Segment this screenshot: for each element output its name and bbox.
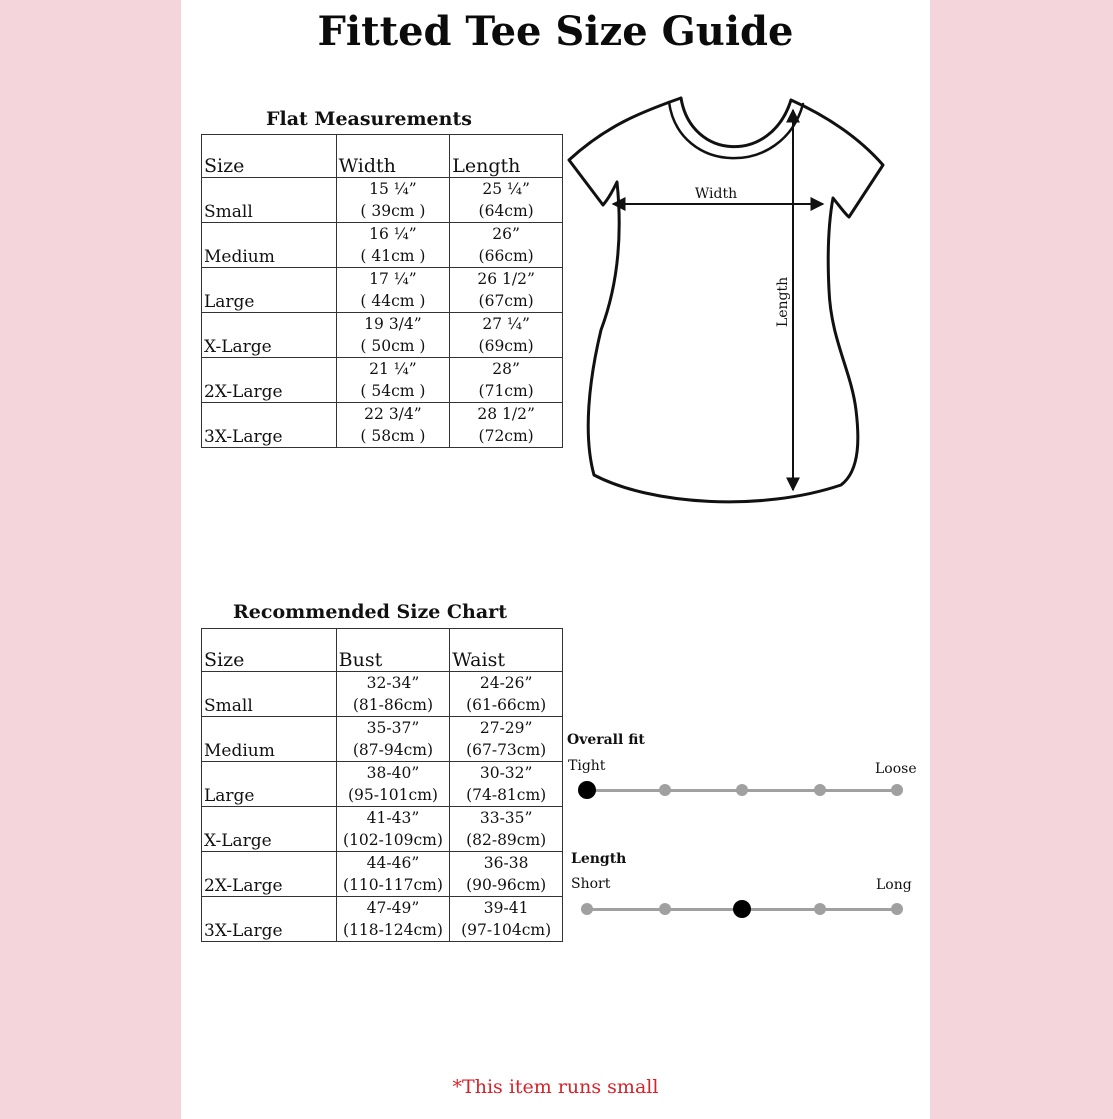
length-cell — [450, 358, 563, 403]
bust-cm: (81-86cm) — [352, 696, 434, 714]
length-cm: (69cm) — [478, 337, 534, 355]
runs-small-note: *This item runs small — [452, 1076, 659, 1098]
length-inches: 28” — [492, 360, 520, 378]
scale-dot — [581, 903, 593, 915]
table-row — [202, 403, 563, 448]
scale-dot — [891, 903, 903, 915]
scale-dot — [814, 784, 826, 796]
column-header: Waist — [450, 629, 563, 672]
waist-cm: (82-89cm) — [466, 831, 547, 849]
overall-fit-label: Overall fit — [567, 732, 645, 748]
size-cell: 3X-Large — [202, 897, 337, 942]
table-row — [202, 268, 563, 313]
length-cell — [450, 178, 563, 223]
table-header-row — [202, 629, 563, 672]
width-inches: 22 3/4” — [364, 405, 422, 423]
length-inches: 26” — [492, 225, 520, 243]
table-header-row — [202, 135, 563, 178]
length-label: Length — [775, 276, 791, 328]
fit-min-label: Tight — [568, 758, 606, 774]
scale-dot — [814, 903, 826, 915]
width-cell — [336, 313, 450, 358]
length-cm: (72cm) — [478, 427, 534, 445]
waist-cell — [450, 897, 563, 942]
size-cell: 2X-Large — [202, 358, 337, 403]
size-cell: X-Large — [202, 313, 337, 358]
waist-cell — [450, 717, 563, 762]
width-cell — [336, 178, 450, 223]
bust-inches: 35-37” — [366, 719, 420, 737]
waist-cm: (67-73cm) — [466, 741, 547, 759]
column-header: Width — [336, 135, 450, 178]
width-inches: 16 ¼” — [369, 225, 417, 243]
length-cell — [450, 313, 563, 358]
length-cell — [450, 223, 563, 268]
length-cm: (66cm) — [478, 247, 534, 265]
width-inches: 21 ¼” — [369, 360, 417, 378]
column-header: Size — [202, 135, 337, 178]
column-header: Bust — [336, 629, 450, 672]
table-row — [202, 717, 563, 762]
length-scale — [587, 909, 897, 910]
length-cm: (67cm) — [478, 292, 534, 310]
waist-cell — [450, 852, 563, 897]
bust-inches: 38-40” — [366, 764, 420, 782]
length-cm: (71cm) — [478, 382, 534, 400]
fit-max-label: Loose — [875, 761, 917, 777]
width-cm: ( 44cm ) — [360, 292, 426, 310]
scale-dot-selected — [733, 900, 751, 918]
page-title: Fitted Tee Size Guide — [317, 8, 794, 55]
bust-inches: 32-34” — [366, 674, 420, 692]
size-cell: X-Large — [202, 807, 337, 852]
waist-cm: (90-96cm) — [466, 876, 547, 894]
table-row — [202, 807, 563, 852]
table-row — [202, 672, 563, 717]
table-row — [202, 178, 563, 223]
length-max-label: Long — [876, 877, 912, 893]
width-cell — [336, 358, 450, 403]
waist-inches: 27-29” — [479, 719, 533, 737]
recommended-size-table — [201, 628, 563, 942]
bust-cell — [336, 762, 450, 807]
length-inches: 25 ¼” — [482, 180, 530, 198]
scale-dot — [736, 784, 748, 796]
waist-inches: 36-38 — [483, 854, 529, 872]
table-row — [202, 313, 563, 358]
waist-cell — [450, 672, 563, 717]
width-cm: ( 58cm ) — [360, 427, 426, 445]
scale-dot — [659, 784, 671, 796]
waist-inches: 39-41 — [483, 899, 529, 917]
bust-cell — [336, 717, 450, 762]
waist-cm: (97-104cm) — [461, 921, 552, 939]
bust-cm: (87-94cm) — [352, 741, 434, 759]
bust-cell — [336, 897, 450, 942]
size-cell: Medium — [202, 717, 337, 762]
scale-dot — [891, 784, 903, 796]
bust-cell — [336, 672, 450, 717]
size-cell: Large — [202, 762, 337, 807]
waist-inches: 24-26” — [479, 674, 533, 692]
width-cell — [336, 223, 450, 268]
bust-inches: 41-43” — [366, 809, 420, 827]
length-cell — [450, 268, 563, 313]
width-label: Width — [694, 186, 738, 202]
overall-fit-scale — [587, 790, 897, 791]
width-cm: ( 54cm ) — [360, 382, 426, 400]
width-cell — [336, 268, 450, 313]
table-row — [202, 223, 563, 268]
recommended-size-heading: Recommended Size Chart — [233, 601, 507, 623]
length-inches: 27 ¼” — [482, 315, 530, 333]
bust-inches: 47-49” — [366, 899, 420, 917]
bust-cm: (95-101cm) — [347, 786, 438, 804]
width-inches: 15 ¼” — [369, 180, 417, 198]
bust-inches: 44-46” — [366, 854, 420, 872]
size-guide-sheet — [181, 0, 930, 1119]
bust-cm: (102-109cm) — [343, 831, 443, 849]
width-inches: 17 ¼” — [369, 270, 417, 288]
table-row — [202, 897, 563, 942]
waist-inches: 33-35” — [479, 809, 533, 827]
width-cm: ( 41cm ) — [360, 247, 426, 265]
tshirt-neckline-inner — [669, 102, 803, 158]
scale-dot — [659, 903, 671, 915]
length-inches: 26 1/2” — [477, 270, 535, 288]
length-inches: 28 1/2” — [477, 405, 535, 423]
size-cell: Small — [202, 178, 337, 223]
waist-cell — [450, 807, 563, 852]
waist-cell — [450, 762, 563, 807]
width-cm: ( 39cm ) — [360, 202, 426, 220]
size-cell: 2X-Large — [202, 852, 337, 897]
length-min-label: Short — [571, 876, 611, 892]
table-row — [202, 358, 563, 403]
waist-inches: 30-32” — [479, 764, 533, 782]
size-cell: 3X-Large — [202, 403, 337, 448]
width-inches: 19 3/4” — [364, 315, 422, 333]
tshirt-diagram — [561, 90, 911, 515]
tshirt-neckline — [681, 98, 791, 147]
column-header: Length — [450, 135, 563, 178]
flat-measurements-heading: Flat Measurements — [266, 108, 472, 130]
width-cell — [336, 403, 450, 448]
length-fit-label: Length — [571, 851, 627, 867]
flat-measurements-table — [201, 134, 563, 448]
length-cm: (64cm) — [478, 202, 534, 220]
bust-cell — [336, 852, 450, 897]
scale-dot-selected — [578, 781, 596, 799]
width-cm: ( 50cm ) — [360, 337, 426, 355]
bust-cell — [336, 807, 450, 852]
size-cell: Small — [202, 672, 337, 717]
waist-cm: (61-66cm) — [466, 696, 547, 714]
size-cell: Medium — [202, 223, 337, 268]
column-header: Size — [202, 629, 337, 672]
size-cell: Large — [202, 268, 337, 313]
table-row — [202, 852, 563, 897]
table-row — [202, 762, 563, 807]
length-cell — [450, 403, 563, 448]
bust-cm: (118-124cm) — [343, 921, 443, 939]
bust-cm: (110-117cm) — [343, 876, 443, 894]
waist-cm: (74-81cm) — [466, 786, 547, 804]
